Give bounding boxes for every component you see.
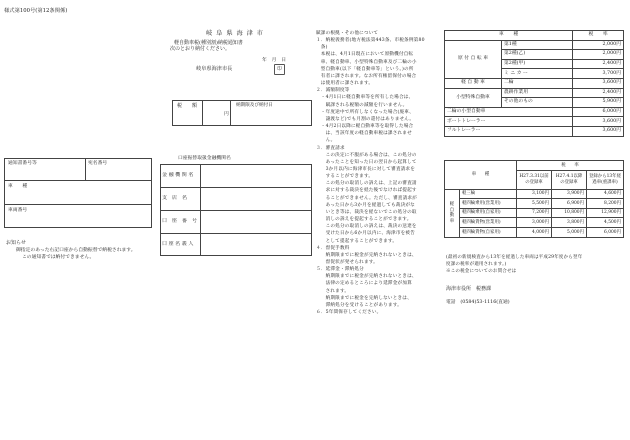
rate2-header-new: H27.4.1以降の登録車: [552, 170, 587, 189]
contact-phone: 電話 (0584)53-1116(直通): [446, 300, 510, 305]
tax-basis-line: ・4月1日に軽自動車等を所有した場合は、: [316, 95, 414, 101]
tax-basis-line: 譲渡など)でも月割の還付はありません。: [316, 116, 415, 122]
plate-number-label: 車両番号: [8, 208, 28, 213]
rate-item: その他のもの: [502, 98, 573, 108]
notice-title: お知らせ: [6, 240, 26, 246]
rate2-heavy: 4,500円: [587, 218, 624, 228]
rate2-heavy: 6,000円: [587, 227, 624, 237]
rate-amount: 2,400円: [573, 59, 624, 69]
tax-basis-text: [316, 30, 440, 316]
rate2-old: 3,000円: [517, 218, 552, 228]
tax-basis-line: 受けた日から6か月以内に、海津市を被告: [316, 231, 415, 237]
tax-basis-line: １．納税義務者(地方税法第443条、市税条例第80: [316, 38, 425, 44]
table-row: [445, 126, 624, 136]
rate-group-label: 小型特殊自動車: [445, 88, 502, 107]
rate-group-label: 軽 自 動 車: [445, 78, 502, 88]
table-row: [445, 218, 624, 228]
rate2-group-label: 軽 自 動 車: [445, 189, 460, 237]
branch-name-label: 支 店 名: [162, 195, 188, 201]
recipient-box: [4, 158, 152, 228]
table-row: [445, 40, 624, 50]
rate-amount: 2,000円: [573, 40, 624, 50]
tax-basis-line: 納期限までに税金が完納されないときは、: [316, 252, 417, 258]
rate-item: 第1種: [502, 40, 573, 50]
table-row: [445, 227, 624, 237]
tax-basis-line: ・4月2日以降に軽自動車等を取得した場合: [316, 124, 414, 130]
tax-basis-line: されます。: [316, 288, 350, 294]
tax-basis-line: 督促状が発せられます。: [316, 260, 378, 265]
city-seal: 印: [274, 64, 285, 75]
rate-amount: 2,400円: [573, 88, 624, 98]
rate-item: ミ ニ カ ー: [502, 69, 573, 79]
rate2-item: 軽四輪乗用(営業用): [460, 199, 517, 209]
tax-basis-line: は、当該年度の軽自動車税は課されませ: [316, 131, 412, 137]
rate2-item: 軽四輪貨物(営業用): [460, 218, 517, 228]
tax-basis-line: 納期限までに税金を完納しないときは、: [316, 295, 412, 301]
table-row: [445, 208, 624, 218]
tax-basis-line: この決定に不服がある場合は、この処分の: [316, 152, 417, 158]
tax-basis-line: 車、軽自動車、小型特殊自動車及び二輪の小: [316, 59, 417, 65]
tax-basis-line: ・年度途中で所有しなくなった場合(廃車、: [316, 109, 414, 115]
rate2-old: 5,500円: [517, 199, 552, 209]
tax-basis-line: ６．5年間保存してください。: [316, 310, 382, 316]
bank-name-label: 金 融 機 関 名: [162, 172, 194, 178]
rate2-heavy: 4,600円: [587, 189, 624, 199]
rate-amount: 6,000円: [573, 107, 624, 117]
rate-group-label: 原 付 自 転 車: [445, 40, 502, 78]
notice-subtitle: 軽自動車税(種別割)納税通知書: [174, 40, 243, 46]
rate2-item: 軽三輪: [460, 189, 517, 199]
tax-basis-line: この処分の取消しの訴えは、上記の審査請: [316, 181, 417, 187]
notice-line-1: 御指定のあった右記口座から自動振替で納税されます。: [16, 248, 136, 253]
tax-basis-line: ４．督促手数料: [316, 245, 350, 251]
intro-text: 次のとおり納付ください。: [170, 46, 231, 52]
tax-basis-line: 求に対する裁決を経た後でなければ提起す: [316, 188, 417, 194]
rate-amount: 3,600円: [573, 117, 624, 127]
kei-vehicle-rate-table: [444, 160, 624, 238]
footnote-line: 度課の税率が適用されます。): [446, 262, 507, 267]
rate-table-header-rate: 税 率: [573, 31, 624, 41]
rate2-new: 6,900円: [552, 199, 587, 209]
tax-basis-line: ３．審査請求: [316, 145, 345, 151]
tax-basis-line: あった日から3か月を経過しても裁決がな: [316, 202, 415, 208]
rate2-item: 軽四輪貨物(自家用): [460, 227, 517, 237]
table-row: [445, 88, 624, 98]
rate2-old: 3,100円: [517, 189, 552, 199]
tax-basis-line: いとき等は、裁決を経ないでこの処分の取: [316, 209, 417, 215]
tax-amount-label: 税 額: [177, 103, 198, 109]
rate2-header-rate: 税 率: [517, 161, 624, 171]
rate2-heavy: 12,900円: [587, 208, 624, 218]
tax-basis-line: ることができません。ただし、審査請求が: [316, 195, 417, 201]
tax-basis-line: 納期限までに税金が完納されないときは、: [316, 274, 417, 280]
tax-basis-line: として提起することができます。: [316, 238, 398, 244]
tax-basis-line: することができます。: [316, 174, 374, 180]
tax-basis-line: 条): [316, 45, 328, 51]
issue-date: 年 月 日: [262, 58, 286, 63]
rate-footnotes: [446, 254, 626, 275]
rate2-heavy: 8,200円: [587, 199, 624, 209]
footnote-line: (最初の新規検査から13年を経過した車両は平成29年度から翌年: [446, 255, 583, 260]
table-row: [445, 199, 624, 209]
rate2-header-heavy: 登録から13年経過車(重課車): [587, 170, 624, 189]
notice-line-2: この通知書では納付できません。: [22, 255, 95, 260]
tax-basis-line: 有者に課されます。なお所有権留保付の場合: [316, 73, 417, 79]
tax-basis-heading: 賦課の根拠・その他について: [316, 31, 379, 36]
sender-name: 岐阜県海津市長: [196, 66, 233, 72]
tax-basis-line: 本税は、4月1日現在において原動機付自転: [316, 52, 414, 58]
contact-office: 海津市役所 税務課: [446, 286, 492, 292]
tax-basis-line: 賦課される税額の減額を行いません。: [316, 102, 408, 108]
rate-item: ボートトレーラー: [445, 117, 573, 127]
tax-basis-line: 3か月以内に海津市長に対して審査請求を: [316, 166, 415, 172]
rate2-new: 3,800円: [552, 218, 587, 228]
rate2-new: 3,900円: [552, 189, 587, 199]
tax-yen-unit: 円: [224, 112, 229, 117]
table-row: [445, 78, 624, 88]
rate2-item: 軽四輪乗用(自家用): [460, 208, 517, 218]
tax-basis-line: ん。: [316, 138, 336, 144]
notify-number-label: 通知書番号等: [8, 161, 37, 166]
address-number-label: 宛名番号: [88, 161, 108, 166]
rate-item: フルトレーラー: [445, 126, 573, 136]
tax-rate-table: [444, 30, 624, 137]
tax-basis-line: この処分の取消しの訴えは、裁決の送達を: [316, 224, 417, 230]
tax-basis-line: 滞納処分を受けることがあります。: [316, 302, 402, 308]
table-row: [445, 189, 624, 199]
vehicle-type-label: 車 種: [8, 184, 28, 189]
account-number-label: 口 座 番 号: [162, 218, 198, 224]
rate-amount: 3,700円: [573, 69, 624, 79]
tax-basis-line: ２．減額制度等: [316, 88, 350, 94]
rate2-header-type: 車 種: [445, 161, 517, 190]
rate-amount: 3,600円: [573, 126, 624, 136]
rate-table-header-type: 車 種: [445, 31, 573, 41]
rate-amount: 5,900円: [573, 98, 624, 108]
deadline-label: 納期限及び納付日: [236, 103, 273, 108]
rate2-old: 7,200円: [517, 208, 552, 218]
rate2-header-old: H27.3.31以前の登録車: [517, 170, 552, 189]
tax-basis-line: あったことを知った日の翌日から起算して: [316, 159, 417, 165]
rate-item: 第2種(乙): [502, 50, 573, 60]
rate-item: 第2種(甲): [502, 59, 573, 69]
tax-basis-line: 型自動車(以下「軽自動車等」という。)の所: [316, 66, 414, 72]
account-holder-label: 口 座 名 義 人: [162, 241, 194, 247]
tax-basis-line: 法律の定めるところにより延滞金が加算: [316, 281, 412, 287]
form-number: 様式第100号(第12条関係): [4, 8, 68, 14]
rate-item: 二輪の小型自動車: [445, 107, 573, 117]
rate-amount: 3,600円: [573, 78, 624, 88]
footnote-line: ※この税金についてのお問合せは: [446, 269, 517, 274]
payment-bank-title: 口座振替取扱金融機関名: [178, 156, 231, 161]
rate2-old: 4,000円: [517, 227, 552, 237]
tax-basis-line: は使用者に課されます。: [316, 81, 374, 87]
city-title: 岐 阜 県 海 津 市: [206, 30, 264, 37]
tax-basis-line: 消しの訴えを提起することができます。: [316, 217, 412, 223]
rate-item: 二輪: [502, 78, 573, 88]
rate2-new: 10,800円: [552, 208, 587, 218]
rate-amount: 2,000円: [573, 50, 624, 60]
table-row: [445, 107, 624, 117]
rate2-new: 5,000円: [552, 227, 587, 237]
rate-item: 農耕作業用: [502, 88, 573, 98]
tax-basis-line: ５．延滞金・滞納処分: [316, 267, 364, 273]
table-row: [445, 117, 624, 127]
